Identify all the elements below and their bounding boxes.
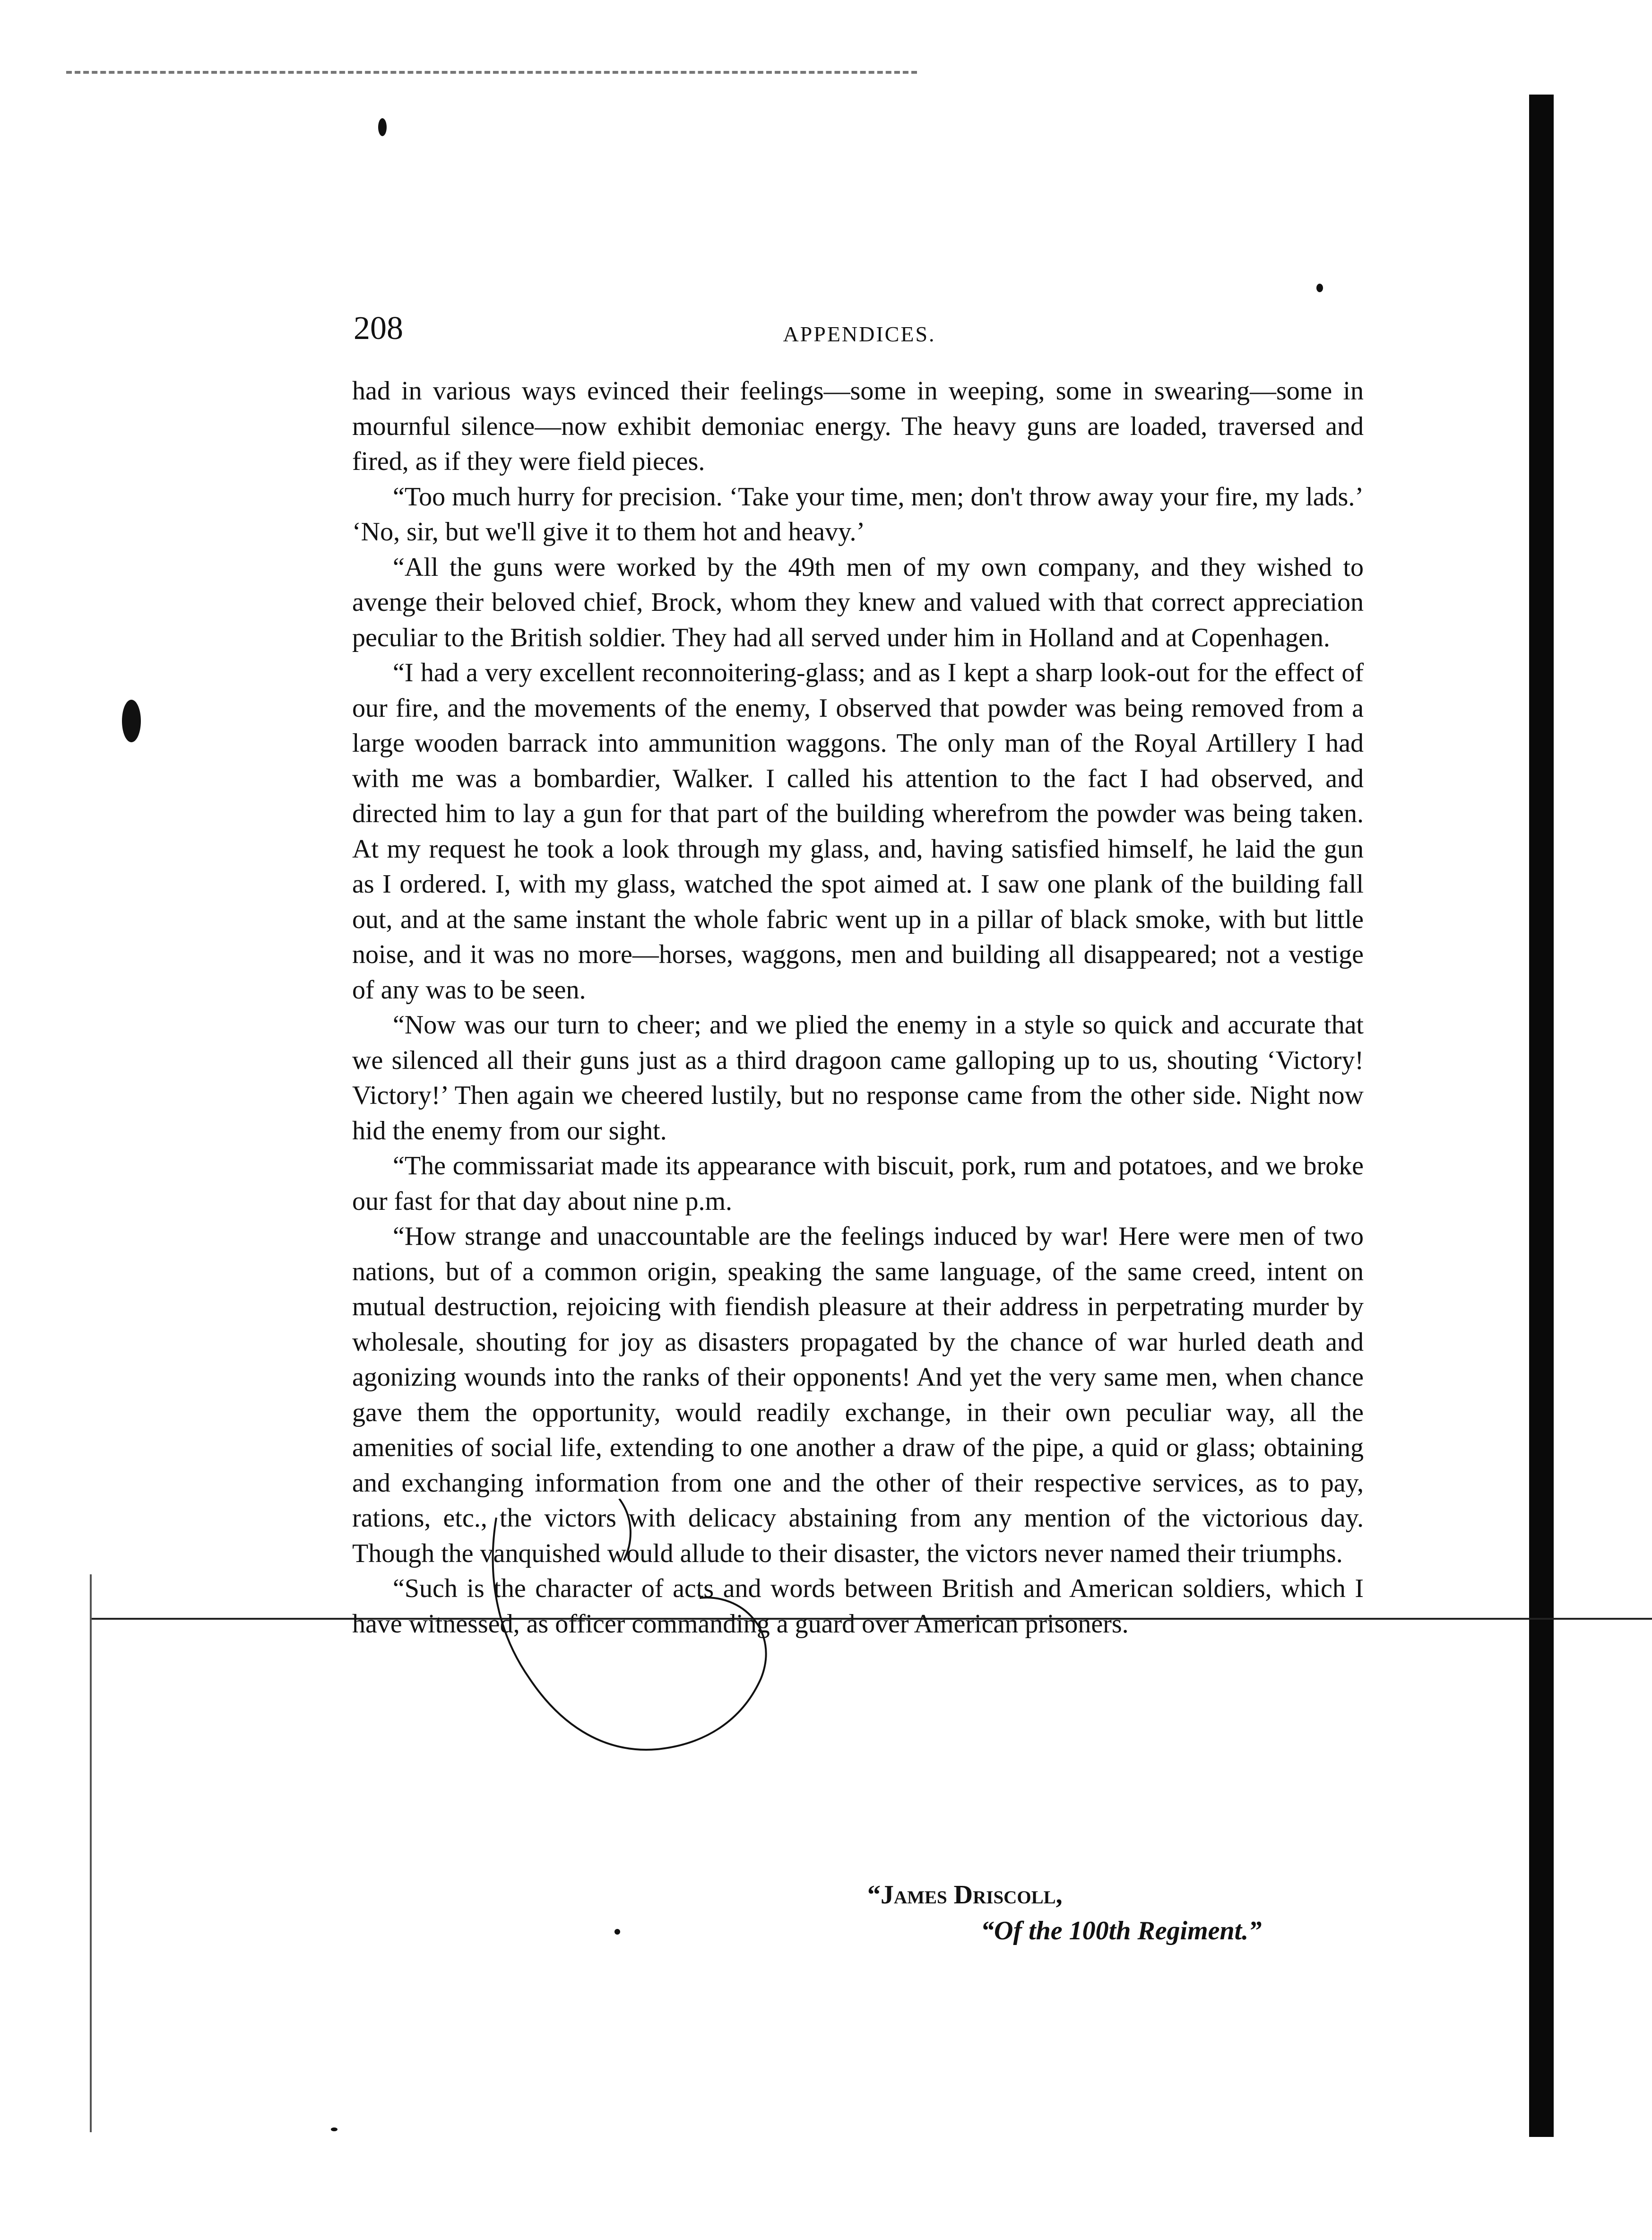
paragraph: “Too much hurry for precision. ‘Take your time, men; don't throw away your fire, my lads.’ ‘No, sir, but we'll give it to them hot and heavy.’	[352, 482, 1364, 547]
scan-artifact-right-bar	[1529, 95, 1554, 2137]
body-text	[352, 373, 1364, 1641]
signature-name: “James Driscoll,	[867, 1880, 1063, 1910]
signature-block	[352, 1877, 1364, 1949]
paragraph: “How strange and unaccountable are the feelings induced by war! Here were men of two nations, but of a common origin, speaking the same language, of the same creed, intent on mutual destruction, rejoicing with fiendish pleasure at their address in perpetrating murder by wholesale, shouting for joy as disasters propagated by the chance of war hurled death and agonizing wounds into the ranks of their opponents! And yet the very same men, when chance gave them the opportunity, would readily exchange, in their own peculiar way, all the amenities of social life, extending to one another a draw of the pipe, a quid or glass; obtaining and exchanging information from one and the other of their respective services, as to pay, rations, etc., the victors with delicacy abstaining from any mention of the victorious day. Though the vanquished would allude to their disaster, the victors never named their triumphs.	[352, 1222, 1364, 1568]
paragraph: “Now was our turn to cheer; and we plied the enemy in a style so quick and accurate that we silenced all their guns just as a third dragoon came galloping up to us, shouting ‘Victory! Victory!’ Then again we cheered lustily, but no response came from the other side. Night now hid the enemy from our sight.	[352, 1010, 1364, 1146]
paragraph: “I had a very excellent reconnoitering-glass; and as I kept a sharp look-out for the effect of our fire, and the movements of the enemy, I observed that powder was being removed from a large wooden barrack into ammunition waggons. The only man of the Royal Artillery I had with me was a bombardier, Walker. I called his attention to the fact I had observed, and directed him to lay a gun for that part of the building wherefrom the powder was being taken. At my request he took a look through my glass, and, having satisfied himself, he laid the gun as I ordered. I, with my glass, watched the spot aimed at. I saw one plank of the building fall out, and at the same instant the whole fabric went up in a pillar of black smoke, with but little noise, and it was no more—horses, waggons, men and building all disappeared; not a vestige of any was to be seen.	[352, 658, 1364, 1005]
scan-artifact-blot	[1316, 284, 1323, 292]
running-head: APPENDICES.	[783, 322, 936, 346]
scan-artifact-top-dashes	[66, 71, 917, 74]
paragraph: “Such is the character of acts and words between British and American soldiers, which I have witnessed, as officer commanding a guard over American prisoners.	[352, 1574, 1364, 1639]
scan-artifact-left-line	[90, 1574, 92, 2132]
scan-artifact-blot	[122, 700, 141, 742]
page-header	[354, 310, 1365, 357]
page-number: 208	[354, 310, 403, 347]
signature-regiment: “Of the 100th Regiment.”	[981, 1916, 1262, 1945]
paragraph: “All the guns were worked by the 49th men of my own company, and they wished to avenge their beloved chief, Brock, whom they knew and valued with that correct appreciation peculiar to the British soldier. They had all served under him in Holland and at Copenhagen.	[352, 552, 1364, 652]
scan-artifact-blot	[378, 118, 387, 136]
paragraph: “The commissariat made its appearance with biscuit, pork, rum and potatoes, and we broke our fast for that day about nine p.m.	[352, 1151, 1364, 1216]
paragraph: had in various ways evinced their feelings—some in weeping, some in swearing—some in mournful silence—now exhibit demoniac energy. The heavy guns are loaded, traversed and fired, as if they were field pieces.	[352, 376, 1364, 476]
scan-artifact-blot	[331, 2127, 337, 2131]
